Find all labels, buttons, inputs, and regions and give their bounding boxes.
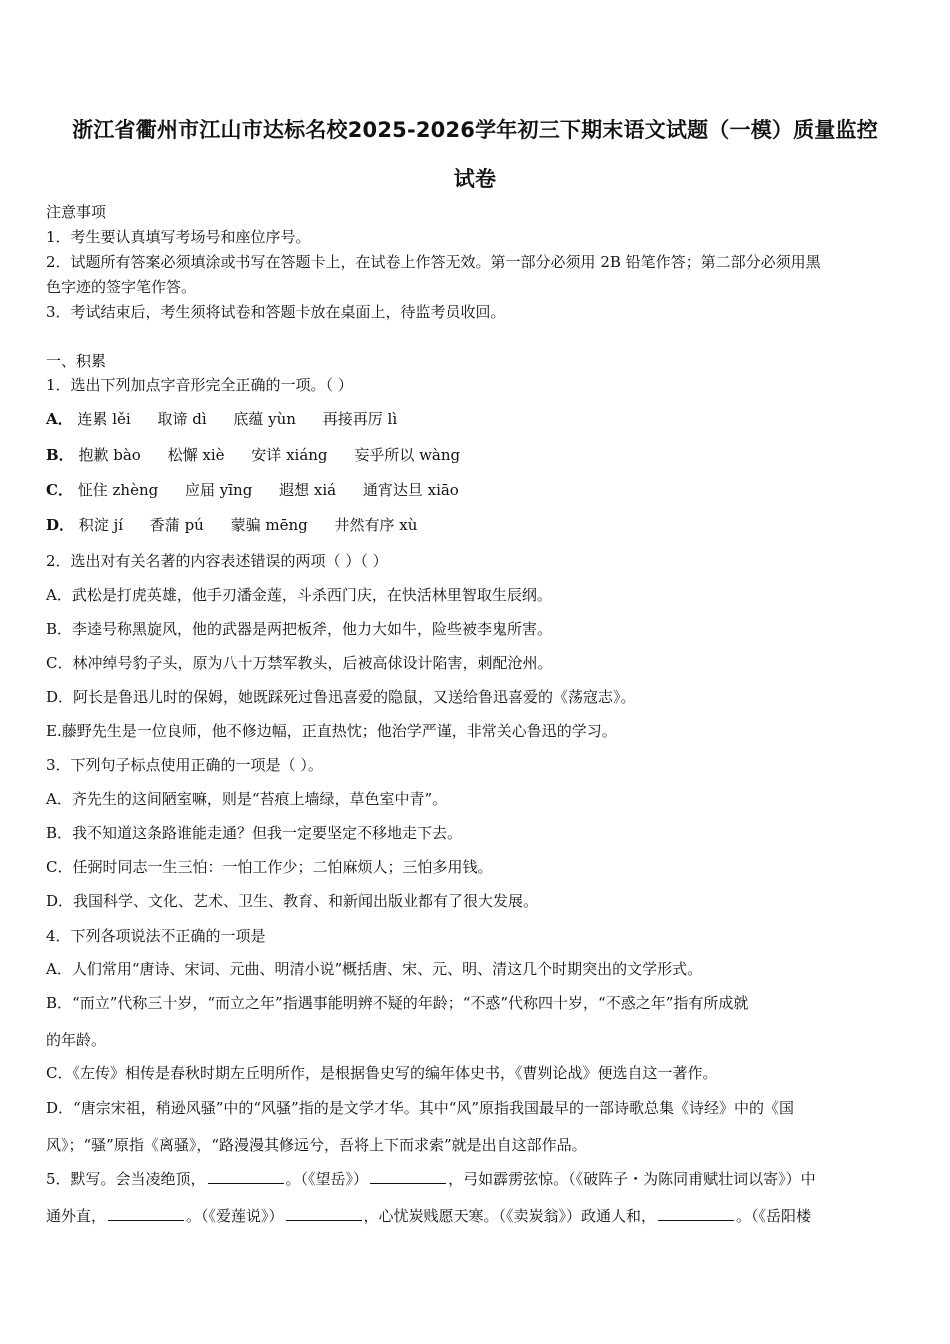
q3-option-a: A．齐先生的这间陋室嘛，则是“苔痕上墙绿，草色室中青”。 [46, 790, 448, 808]
option-item: 安详 xiáng [251, 446, 328, 464]
option-item: 积淀 jí [78, 516, 124, 534]
page-title-continued: 试卷 [453, 167, 497, 191]
option-item: 抱歉 bào [78, 446, 141, 464]
option-item: 妄乎所以 wàng [354, 446, 461, 464]
q4-option-b-continued: 的年龄。 [46, 1031, 107, 1049]
q4-option-d-continued: 风》；“骚”原指《离骚》，“路漫漫其修远兮，吾将上下而求索”就是出自这部作品。 [46, 1136, 587, 1154]
page-title: 浙江省衢州市江山市达标名校2025-2026学年初三下期末语文试题（一模）质量监控 [72, 118, 878, 142]
notice-heading: 注意事项 [46, 203, 107, 221]
option-item: 通宵达旦 xiāo [362, 481, 459, 499]
q4-option-d: D．“唐宗宋祖，稍逊风骚”中的“风骚”指的是文学才华。其中“风”原指我国最早的一部诗歌总集《诗经》中的《国 [46, 1099, 795, 1117]
option-item: 怔住 zhèng [77, 481, 159, 499]
option-item: 松懈 xiè [167, 446, 225, 464]
answer-blank[interactable] [658, 1206, 734, 1221]
q5-text: 。（《岳阳楼 [736, 1207, 812, 1225]
q4-option-c: C．《左传》相传是春秋时期左丘明所作，是根据鲁史写的编年体史书，《曹刿论战》便选自这一著作。 [46, 1064, 718, 1082]
q5-text: ，心忧炭贱愿天寒。（《卖炭翁》）政通人和， [363, 1207, 657, 1225]
section-heading: 一、积累 [46, 352, 107, 370]
option-letter: A． [46, 410, 73, 428]
q3-option-c: C．任弼时同志一生三怕：一怕工作少；二怕麻烦人；三怕多用钱。 [46, 858, 493, 876]
answer-blank[interactable] [208, 1169, 284, 1184]
q5-text: ，弓如霹雳弦惊。（《破阵子・为陈同甫赋壮词以寄》）中 [448, 1170, 816, 1188]
question-3-stem: 3．下列句子标点使用正确的一项是（ ）。 [46, 756, 323, 774]
answer-blank[interactable] [286, 1206, 362, 1221]
q2-option-a: A．武松是打虎英雄，他手刃潘金莲，斗杀西门庆，在快活林里智取生辰纲。 [46, 586, 552, 604]
option-item: 取谛 dì [157, 410, 207, 428]
q4-option-b: B．“而立”代称三十岁，“而立之年”指遇事能明辨不疑的年龄；“不惑”代称四十岁，“不惑之年”指有所成就 [46, 994, 749, 1012]
notice-item: 色字迹的签字笔作答。 [46, 278, 197, 296]
notice-item: 1．考生要认真填写考场号和座位序号。 [46, 228, 311, 246]
option-item: 连累 lěi [77, 410, 131, 428]
answer-blank[interactable] [370, 1169, 446, 1184]
option-item: 再接再厉 lì [322, 410, 398, 428]
option-letter: C． [46, 481, 73, 499]
q1-option-c [46, 480, 459, 500]
option-letter: D． [46, 516, 75, 534]
question-4-stem: 4．下列各项说法不正确的一项是 [46, 927, 266, 945]
option-letter: B． [46, 446, 74, 464]
q2-option-e: E.藤野先生是一位良师，他不修边幅，正直热忱；他治学严谨，非常关心鲁迅的学习。 [46, 722, 617, 740]
q3-option-b: B．我不知道这条路谁能走通？但我一定要坚定不移地走下去。 [46, 824, 463, 842]
notice-item: 2．试题所有答案必须填涂或书写在答题卡上，在试卷上作答无效。第一部分必须用 2B 铅笔作答；第二部分必须用黑 [46, 253, 821, 271]
question-1-stem: 1．选出下列加点字音形完全正确的一项。（ ） [46, 376, 353, 394]
q2-option-d: D．阿长是鲁迅儿时的保姆，她既踩死过鲁迅喜爱的隐鼠，又送给鲁迅喜爱的《荡寇志》。 [46, 688, 636, 706]
q5-text: 通外直， [46, 1207, 107, 1225]
answer-blank[interactable] [108, 1206, 184, 1221]
q2-option-b: B．李逵号称黑旋风，他的武器是两把板斧，他力大如牛，险些被李鬼所害。 [46, 620, 553, 638]
option-item: 应届 yīng [185, 481, 253, 499]
option-item: 底蕴 yùn [233, 410, 296, 428]
option-item: 遐想 xiá [279, 481, 337, 499]
q3-option-d: D．我国科学、文化、艺术、卫生、教育、和新闻出版业都有了很大发展。 [46, 892, 539, 910]
question-2-stem: 2．选出对有关名著的内容表述错误的两项（ ）（ ） [46, 552, 388, 570]
q5-text: 。（《爱莲说》） [186, 1207, 284, 1225]
question-5-line-2 [46, 1206, 811, 1226]
option-item: 蒙骗 mēng [230, 516, 308, 534]
q1-option-b [46, 445, 460, 465]
notice-item: 3．考试结束后，考生须将试卷和答题卡放在桌面上，待监考员收回。 [46, 303, 506, 321]
option-item: 香蒲 pú [149, 516, 204, 534]
q1-option-a [46, 409, 397, 429]
q5-text: 。（《望岳》） [285, 1170, 369, 1188]
question-5-line-1 [46, 1169, 816, 1189]
q2-option-c: C．林冲绰号豹子头，原为八十万禁军教头，后被高俅设计陷害，刺配沧州。 [46, 654, 553, 672]
q1-option-d [46, 515, 417, 535]
option-item: 井然有序 xù [334, 516, 418, 534]
q4-option-a: A．人们常用“唐诗、宋词、元曲、明清小说”概括唐、宋、元、明、清这几个时期突出的文学形式。 [46, 960, 703, 978]
q5-text: 5．默写。会当凌绝顶， [46, 1170, 206, 1188]
